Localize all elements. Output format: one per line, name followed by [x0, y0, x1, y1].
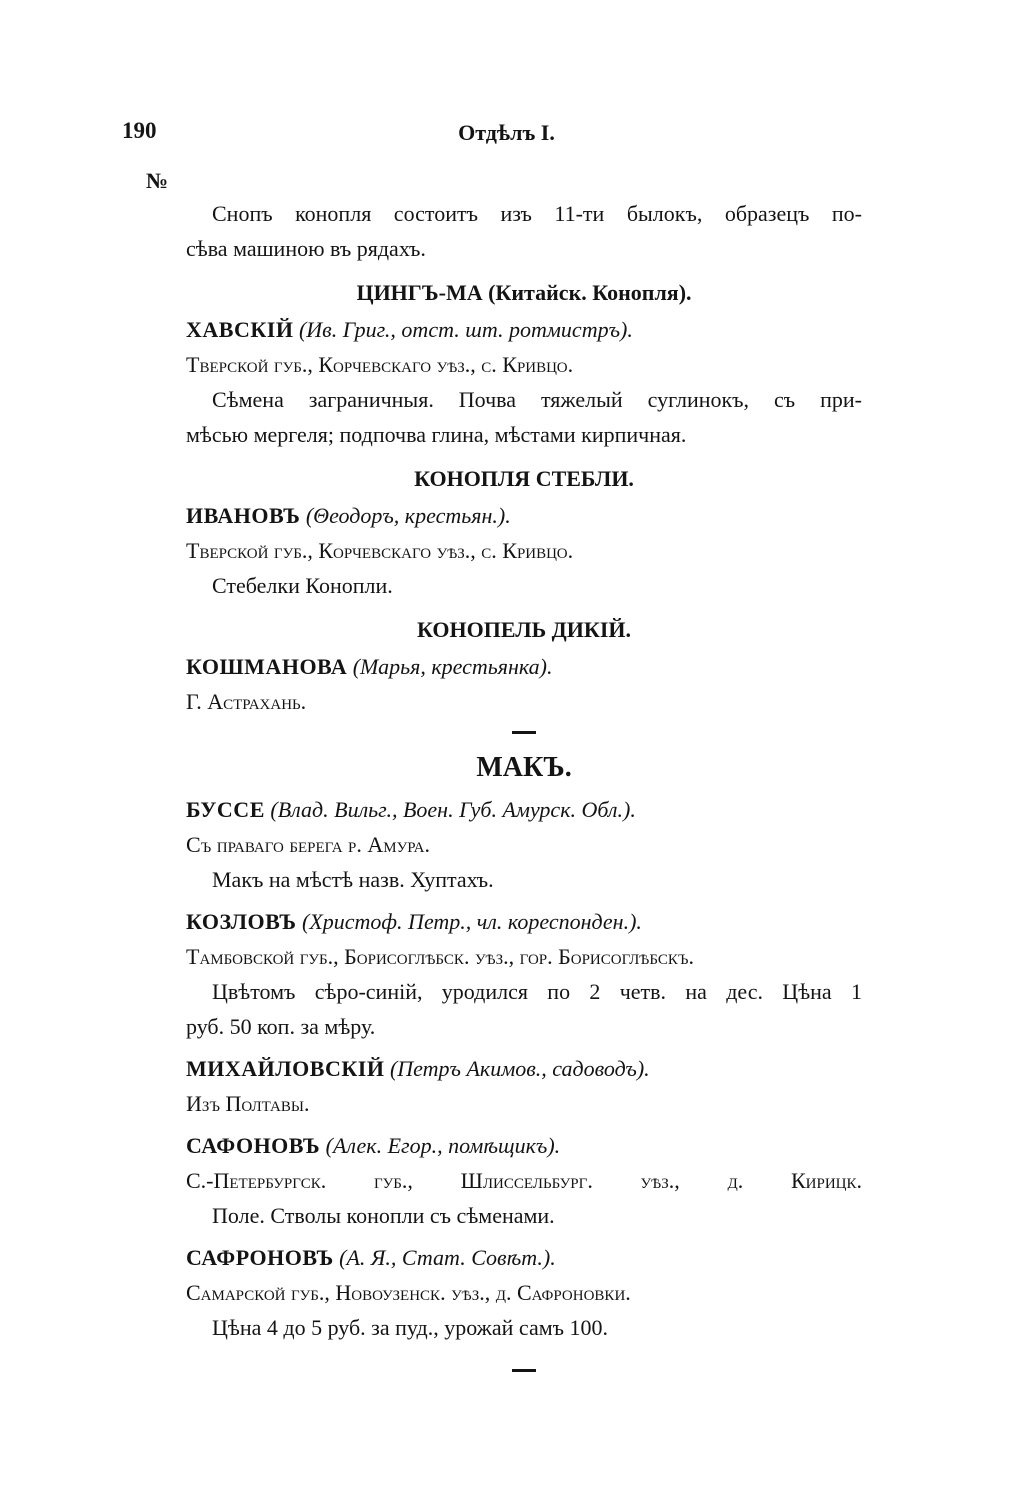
section-heading: КОНОПЕЛЬ ДИКІЙ.	[416, 617, 632, 642]
exhibitor-place: Тверской губ., Корчевскаго уѣз., с. Кривцо.	[186, 352, 574, 377]
exhibitor-place: Съ праваго берега р. Амура.	[186, 832, 430, 857]
exhibitor-place: Изъ Полтавы.	[186, 1091, 310, 1116]
exhibitor-title: (А. Я., Стат. Совѣт.).	[339, 1245, 556, 1270]
section-divider	[512, 731, 536, 734]
exhibitor-name: МИХАЙЛОВСКІЙ	[186, 1056, 385, 1081]
exhibitor-place: С.-Петербургск. губ., Шлиссельбург. уѣз., д. Кирицк.	[186, 1168, 862, 1193]
exhibitor-place: Г. Астрахань.	[186, 689, 307, 714]
entry-note: Поле. Стволы конопли съ сѣменами.	[212, 1203, 555, 1228]
exhibitor-place: Самарской губ., Новоузенск. уѣз., д. Сафроновки.	[186, 1280, 631, 1305]
exhibitor-title: (Θеодоръ, крестьян.).	[305, 503, 511, 528]
exhibitor-name: САФОНОВЪ	[186, 1133, 321, 1158]
entry	[186, 312, 862, 452]
exhibitor-title: (Влад. Вильг., Воен. Губ. Амурск. Обл.).	[270, 797, 636, 822]
exhibitor-title: (Алек. Егор., помѣщикъ).	[325, 1133, 561, 1158]
exhibitor-title: (Ив. Григ., отст. шт. ротмистръ).	[298, 317, 633, 342]
entry	[186, 1128, 862, 1233]
running-head: Отдѣлъ I.	[458, 120, 555, 145]
entry-note: руб. 50 коп. за мѣру.	[186, 1014, 376, 1039]
exhibitor-name: ХАВСКІЙ	[186, 317, 294, 342]
number-mark: №	[146, 168, 169, 193]
section-heading: МАКЪ.	[476, 752, 572, 783]
entry	[186, 1051, 862, 1121]
page-number: 190	[122, 118, 157, 143]
entry	[186, 792, 862, 897]
exhibitor-name: КОЗЛОВЪ	[186, 909, 297, 934]
exhibitor-name: ИВАНОВЪ	[186, 503, 301, 528]
exhibitor-name: КОШМАНОВА	[186, 654, 348, 679]
section-heading: КОНОПЛЯ СТЕБЛИ.	[414, 466, 634, 491]
entry-note: Макъ на мѣстѣ назв. Хуптахъ.	[212, 867, 494, 892]
entry-note: Сѣмена заграничныя. Почва тяжелый суглинокъ, съ при-	[212, 387, 862, 412]
page-body	[186, 196, 862, 1388]
exhibitor-place: Тамбовской губ., Борисоглѣбск. уѣз., гор. Борисоглѣбскъ.	[186, 944, 694, 969]
entry-note: Стебелки Конопли.	[212, 573, 393, 598]
exhibitor-title: (Марья, крестьянка).	[352, 654, 553, 679]
exhibitor-title: (Христоф. Петр., чл. кореспонден.).	[302, 909, 642, 934]
exhibitor-title: (Петръ Акимов., садоводъ).	[389, 1056, 650, 1081]
exhibitor-place: Тверской губ., Корчевскаго уѣз., с. Кривцо.	[186, 538, 574, 563]
section-heading: ЦИНГЪ-МА (Китайск. Конопля).	[356, 280, 692, 305]
exhibitor-name: САФРОНОВЪ	[186, 1245, 334, 1270]
entry-note: мѣсью мергеля; подпочва глина, мѣстами кирпичная.	[186, 422, 687, 447]
intro-line: сѣва машиною въ рядахъ.	[186, 236, 426, 261]
entry	[186, 649, 862, 719]
entry-note: Цѣна 4 до 5 руб. за пуд., урожай самъ 100.	[212, 1315, 608, 1340]
intro-paragraph	[186, 196, 862, 266]
exhibitor-name: БУССЕ	[186, 797, 265, 822]
intro-line: Снопъ конопля состоитъ изъ 11-ти былокъ, образецъ по-	[212, 201, 862, 226]
entry-note: Цвѣтомъ сѣро-синій, уродился по 2 четв. на дес. Цѣна 1	[212, 979, 862, 1004]
entry	[186, 498, 862, 603]
entry	[186, 904, 862, 1044]
end-divider	[512, 1369, 536, 1372]
entry	[186, 1240, 862, 1345]
